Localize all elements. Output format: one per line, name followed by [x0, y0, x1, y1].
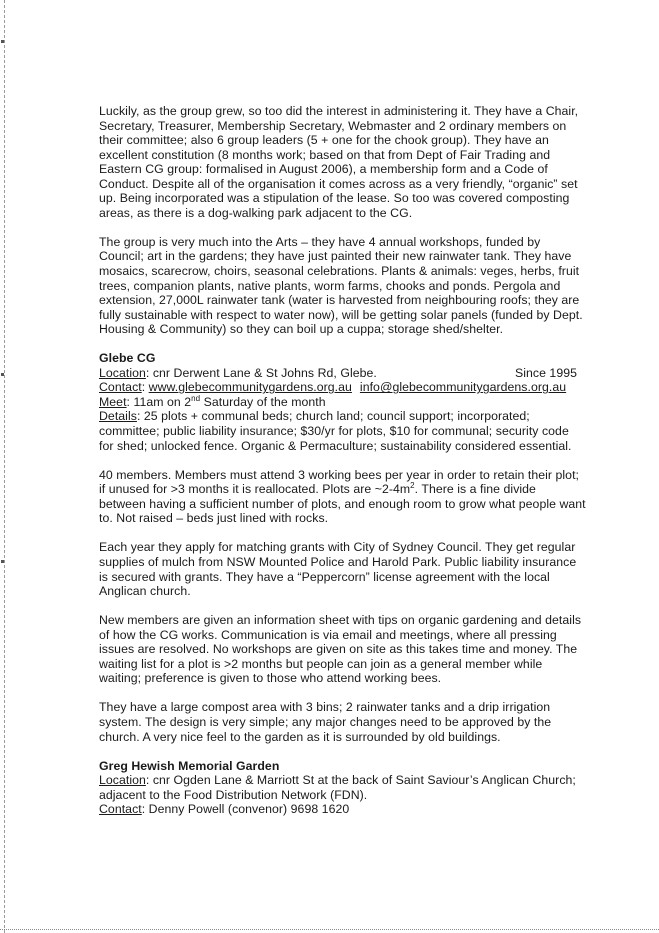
- superscript-squared: 2: [410, 481, 415, 491]
- text-line: adjacent to the Food Distribution Network (FDN).: [99, 787, 368, 802]
- paragraph-arts: [99, 234, 583, 337]
- meet-value: : 11am on 2: [126, 394, 192, 409]
- meet-label: Meet: [99, 394, 127, 409]
- text-line: Housing & Community) so they can boil up a cuppa; storage shed/shelter.: [99, 322, 504, 337]
- text-line: mosaics, scarecrow, choirs, seasonal celebrations. Plants & animals: veges, herbs, fruit: [99, 264, 580, 279]
- glebe-section: [99, 351, 586, 744]
- paragraph-compost: [99, 700, 577, 744]
- location-label: Location: [99, 365, 146, 380]
- contact-separator: :: [141, 380, 149, 395]
- text-line: up. Being incorporated was a stipulation of the lease. So too was covered composting: [99, 191, 570, 206]
- text-line: for shed; unlocked fence. Organic & Permaculture; sustainability considered essential.: [99, 438, 572, 453]
- text-line: fully sustainable with respect to water now), will be getting solar panels (funded by Dept.: [99, 307, 583, 322]
- scan-edge-left: [4, 0, 5, 933]
- location-label: Location: [99, 773, 146, 788]
- text-line: of how the CG works. Communication is via email and meetings, where all pressing: [99, 627, 557, 642]
- text-line: Eastern CG group: formalised in August 2006), a membership form and a Code of: [99, 162, 548, 177]
- text-line: Each year they apply for matching grants with City of Sydney Council. They get regular: [99, 540, 576, 555]
- paragraph-new-members: [99, 613, 582, 686]
- details-label: Details: [99, 409, 137, 424]
- ordinal-suffix: nd: [191, 393, 201, 403]
- text-line: 40 members. Members must attend 3 working bees per year in order to retain their plot;: [99, 467, 579, 482]
- meet-value-rest: Saturday of the month: [200, 394, 326, 409]
- document-page: [99, 104, 586, 817]
- text-line: excellent constitution (8 months work; based on that from Dept of Fair Trading and: [99, 147, 551, 162]
- text-line: issues are resolved. No workshops are given on site as this takes time and money. The: [99, 642, 578, 657]
- text-line: Anglican church.: [99, 584, 191, 599]
- text-line: system. The design is very simple; any major changes need to be approved by the: [99, 714, 552, 729]
- scan-edge-bottom: [0, 929, 659, 930]
- paragraph-committee: [99, 104, 577, 220]
- location-value: : cnr Derwent Lane & St Johns Rd, Glebe.: [145, 365, 377, 380]
- location-value: : cnr Ogden Lane & Marriott St at the back of Saint Saviour’s Anglican Church;: [145, 773, 576, 788]
- text-line: Council; art in the gardens; they have just painted their new rainwater tank. They have: [99, 249, 572, 264]
- contact-label: Contact: [99, 380, 142, 395]
- scan-mark: [1, 560, 4, 563]
- text-line: church. A very nice feel to the garden as it is surrounded by old buildings.: [99, 729, 501, 744]
- text-line: supplies of mulch from NSW Mounted Police and Harold Park. Public liability insurance: [99, 554, 577, 569]
- text-line: to. Not raised – beds just lined with rocks.: [99, 511, 329, 526]
- scan-mark: [1, 373, 4, 376]
- section-heading-greg: Greg Hewish Memorial Garden: [99, 758, 280, 773]
- contact-value: : Denny Powell (convenor) 9698 1620: [141, 802, 350, 817]
- text-line: committee; public liability insurance; $30/yr for plots, $10 for communal; security code: [99, 424, 569, 439]
- text-line: between having a sufficient number of plots, and enough room to grow what people want: [99, 496, 586, 511]
- website-link[interactable]: www.glebecommunitygardens.org.au: [148, 380, 352, 395]
- greg-section: [99, 759, 577, 817]
- scan-mark: [1, 40, 4, 43]
- text-line: Conduct. Despite all of the organisation it comes across as a very friendly, “organic” set: [99, 176, 578, 191]
- text-line: The group is very much into the Arts – they have 4 annual workshops, funded by: [99, 234, 541, 249]
- text-line: waiting list for a plot is >2 months but people can join as a general member while: [99, 656, 543, 671]
- text-line: areas, as there is a dog-walking park adjacent to the CG.: [99, 205, 413, 220]
- text-line: Secretary, Treasurer, Membership Secretary, Webmaster and 2 ordinary members on: [99, 118, 567, 133]
- glebe-location-row: [99, 366, 577, 381]
- contact-label: Contact: [99, 802, 142, 817]
- text-line: trees, companion plants, native plants, worm farms, chooks and ponds. Pergola and: [99, 278, 561, 293]
- details-text: : 25 plots + communal beds; church land; council support; incorporated;: [136, 409, 530, 424]
- email-link[interactable]: info@glebecommunitygardens.org.au: [359, 380, 567, 395]
- section-heading-glebe: Glebe CG: [99, 351, 156, 366]
- text-line-plots: if unused for >3 months it is reallocated. Plots are $\sim 2-4m^2$. There is a fine divide: [99, 481, 536, 497]
- text-line: Luckily, as the group grew, so too did the interest in administering it. They have a Chair,: [99, 104, 579, 118]
- text-line: New members are given an information sheet with tips on organic gardening and details: [99, 613, 582, 628]
- text-line: extension, 27,000L rainwater tank (water is harvested from neighbouring roofs; they are: [99, 293, 580, 308]
- text-line: is secured with grants. They have a “Peppercorn” license agreement with the local: [99, 569, 550, 584]
- glebe-meet-row: [99, 395, 577, 410]
- paragraph-members: [99, 467, 586, 526]
- since-year: Since 1995: [514, 365, 577, 380]
- paragraph-grants: [99, 540, 577, 598]
- text-line: waiting; preference is given to those who attend working bees.: [99, 671, 442, 686]
- glebe-contact-row: [99, 380, 577, 395]
- glebe-details: [99, 409, 577, 453]
- text-line: their committee; also 6 group leaders (5 + one for the chook group). They have an: [99, 133, 549, 148]
- text-line: They have a large compost area with 3 bins; 2 rainwater tanks and a drip irrigation: [99, 700, 551, 715]
